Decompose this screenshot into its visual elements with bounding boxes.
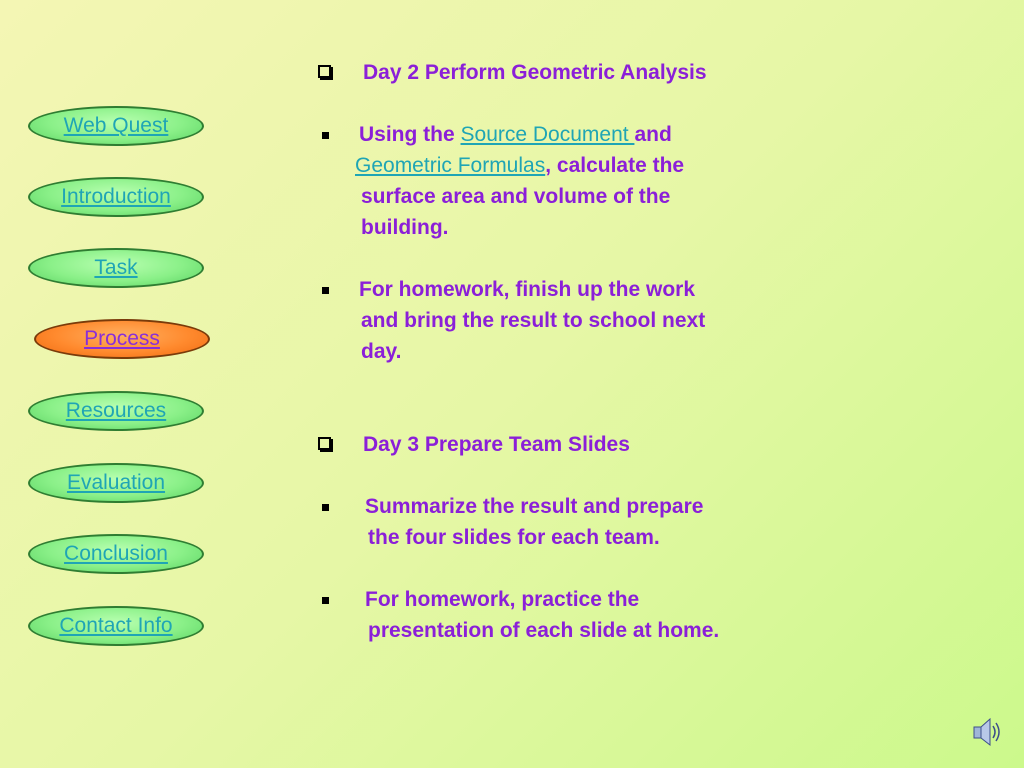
nav-label: Conclusion (64, 542, 168, 565)
day3-bullet-2 (318, 584, 818, 615)
bullet-text: building. (361, 216, 449, 239)
day2-bullet-1-line3 (318, 181, 818, 212)
day2-bullet-2-line3 (318, 336, 818, 367)
nav-label: Process (84, 327, 160, 350)
nav-web-quest-button[interactable] (28, 106, 204, 146)
nav-label: Web Quest (63, 114, 169, 137)
nav-task-button[interactable] (28, 248, 204, 288)
bullet-text: the four slides for each team. (368, 526, 660, 549)
bullet-text: For homework, finish up the work (359, 278, 696, 301)
day3-bullet-1 (318, 491, 818, 522)
bullet-text: day. (361, 340, 402, 363)
square-bullet-icon (322, 597, 329, 604)
source-document-link[interactable]: Source Document (460, 123, 635, 146)
nav-resources-button[interactable] (28, 391, 204, 431)
day3-heading-text: Day 3 Prepare Team Slides (363, 433, 630, 456)
day2-bullet-1 (318, 119, 818, 150)
day2-bullet-1-line4 (318, 212, 818, 243)
bullet-text: For homework, practice the (365, 588, 640, 611)
bullet-text: and (634, 123, 672, 146)
navigation-menu (28, 0, 208, 768)
day2-bullet-1-line2 (318, 150, 818, 181)
nav-label: Introduction (61, 185, 171, 208)
nav-contact-info-button[interactable] (28, 606, 204, 646)
nav-evaluation-button[interactable] (28, 463, 204, 503)
bullet-text: surface area and volume of the (361, 185, 671, 208)
process-content (318, 57, 818, 646)
bullet-text: Using the (359, 123, 461, 146)
bullet-text: , calculate the (545, 154, 685, 177)
day2-bullet-2-line2 (318, 305, 818, 336)
square-shadow-icon (318, 65, 331, 78)
square-shadow-icon (318, 437, 331, 450)
bullet-text: and bring the result to school next (361, 309, 706, 332)
day3-bullet-1-line2 (318, 522, 818, 553)
square-bullet-icon (322, 504, 329, 511)
bullet-text: Summarize the result and prepare (365, 495, 704, 518)
nav-conclusion-button[interactable] (28, 534, 204, 574)
day3-bullet-2-line2 (318, 615, 818, 646)
day2-heading (318, 57, 818, 88)
nav-label: Task (94, 256, 138, 279)
nav-label: Resources (65, 399, 167, 422)
day2-heading-text: Day 2 Perform Geometric Analysis (363, 61, 707, 84)
nav-label: Contact Info (59, 614, 173, 637)
day2-bullet-2 (318, 274, 818, 305)
nav-label: Evaluation (66, 471, 166, 494)
speaker-icon[interactable] (972, 714, 1002, 750)
geometric-formulas-link[interactable]: Geometric Formulas (355, 154, 546, 177)
square-bullet-icon (322, 287, 329, 294)
nav-process-button[interactable] (34, 319, 210, 359)
day3-heading (318, 429, 818, 460)
square-bullet-icon (322, 132, 329, 139)
nav-introduction-button[interactable] (28, 177, 204, 217)
bullet-text: presentation of each slide at home. (368, 619, 720, 642)
